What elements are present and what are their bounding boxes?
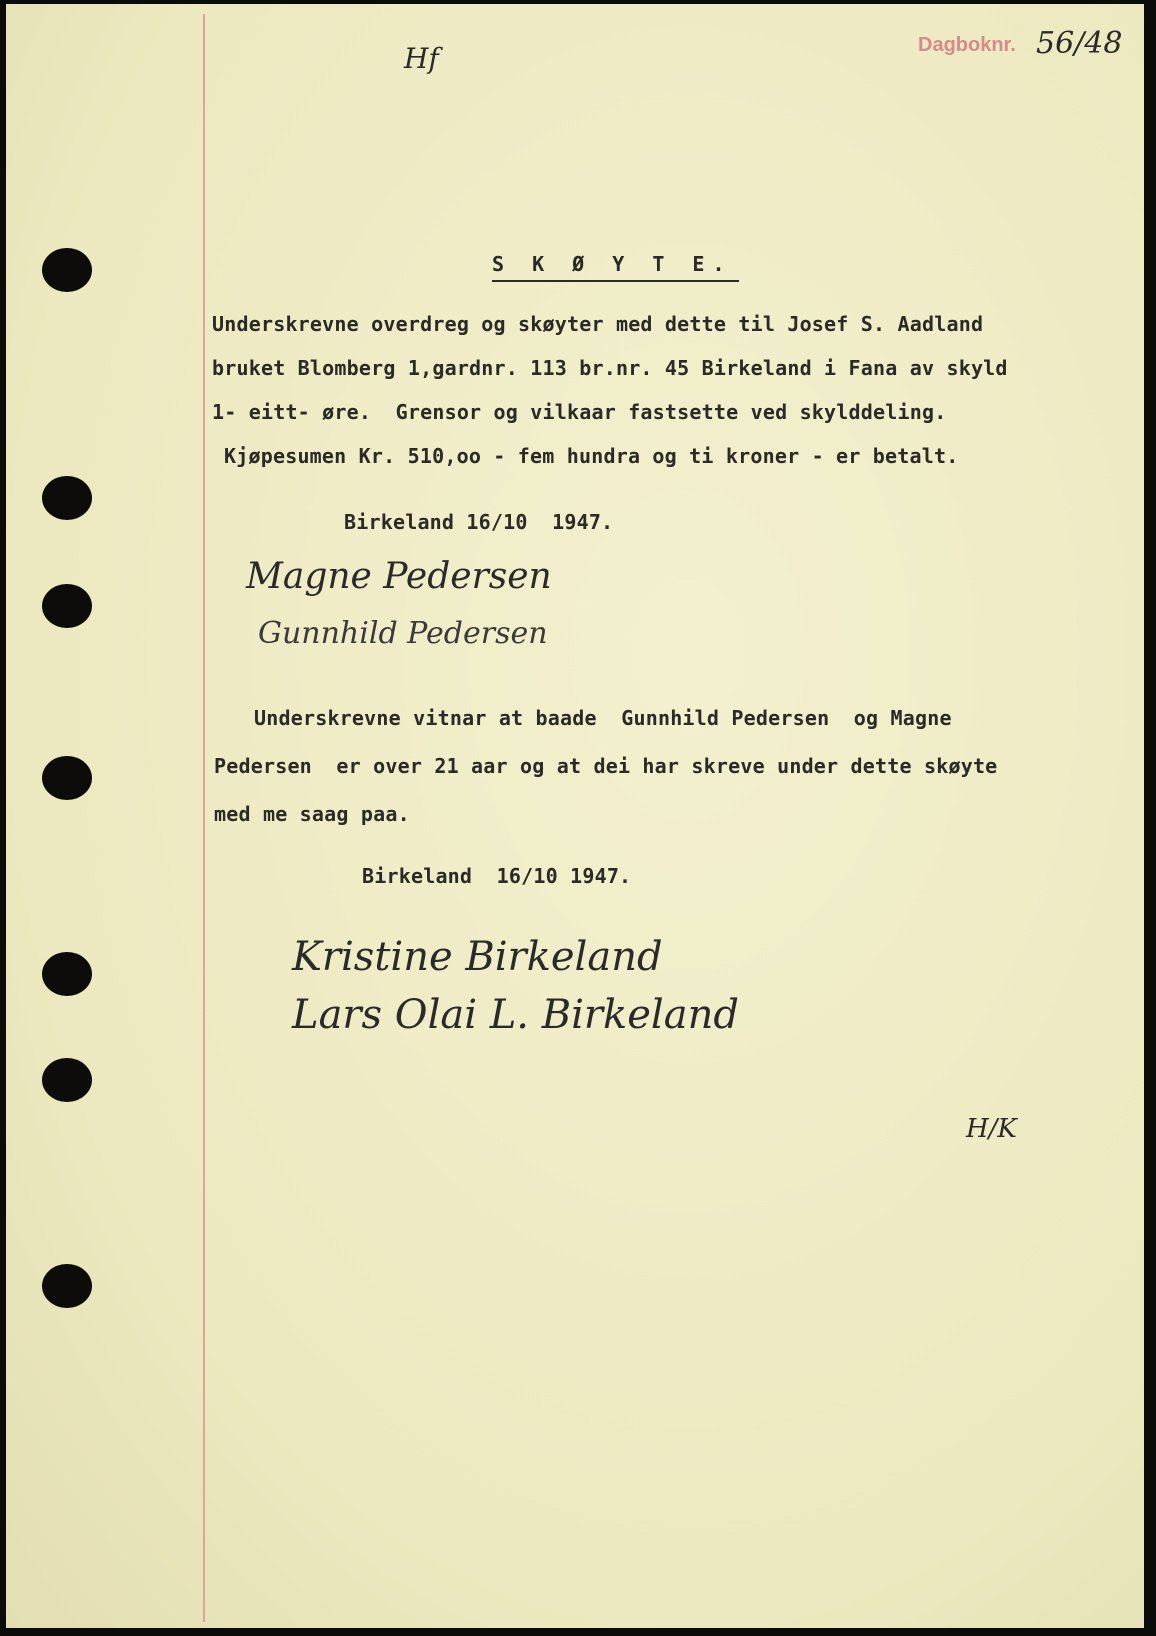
signature-magne: Magne Pedersen [246,556,552,597]
diary-number: 56/48 [1036,26,1123,61]
text-line: 1- eitt- øre. Grensor og vilkaar fastsette ved skylddeling. [212,400,947,424]
margin-line [203,14,205,1622]
punch-hole [42,1058,92,1102]
document-title: S K Ø Y T E. [492,252,739,282]
punch-hole [42,476,92,520]
punch-hole [42,248,92,292]
text-line: med me saag paa. [214,802,410,826]
punch-hole [42,1264,92,1308]
text-line: Kjøpesumen Kr. 510,oo - fem hundra og ti kroner - er betalt. [224,444,959,468]
place-date: Birkeland 16/10 1947. [362,864,632,888]
signature-gunnhild: Gunnhild Pedersen [258,616,548,651]
punch-hole [42,756,92,800]
initials-top: Hf [404,42,439,75]
text-line: Underskrevne vitnar at baade Gunnhild Pedersen og Magne [254,706,952,730]
place-date: Birkeland 16/10 1947. [344,510,614,534]
initials-bottom: H/K [966,1114,1017,1144]
punch-hole [42,584,92,628]
diary-stamp-label: Dagboknr. [918,34,1016,56]
document-page [6,4,1144,1628]
text-line: Underskrevne overdreg og skøyter med dette til Josef S. Aadland [212,312,984,336]
punch-hole [42,952,92,996]
signature-lars: Lars Olai L. Birkeland [292,992,739,1038]
text-line: bruket Blomberg 1,gardnr. 113 br.nr. 45 Birkeland i Fana av skyld [212,356,1008,380]
text-line: Pedersen er over 21 aar og at dei har skreve under dette skøyte [214,754,998,778]
signature-kristine: Kristine Birkeland [292,934,663,980]
